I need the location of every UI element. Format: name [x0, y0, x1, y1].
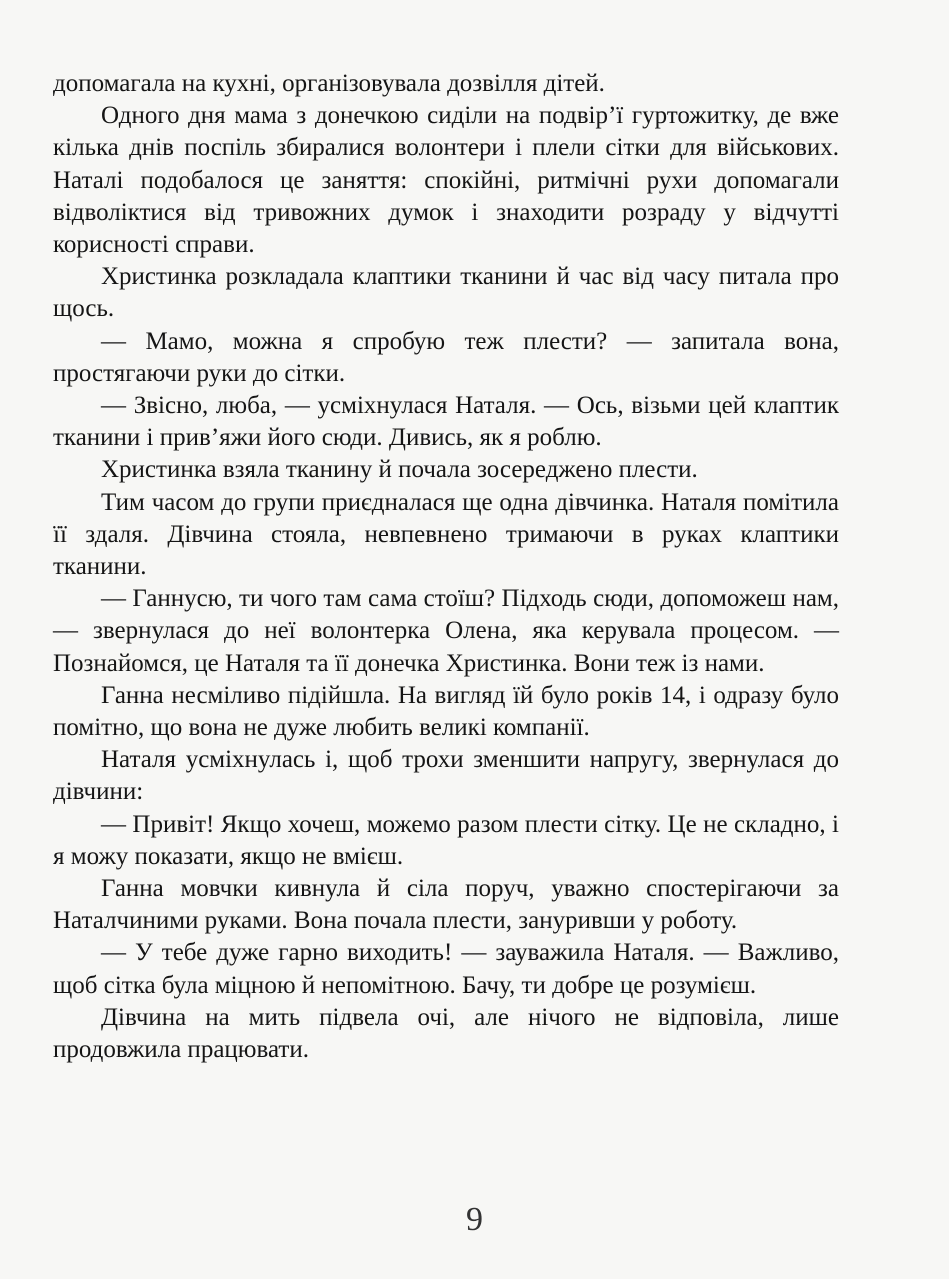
paragraph-3: Христинка розкладала клаптики тканини й час від часу питала про щось. [53, 263, 839, 323]
paragraph-4: — Мамо, можна я спробую теж плести? — запитала вона, простягаючи руки до сітки. [53, 327, 839, 387]
paragraph-5: — Звісно, люба, — усміхнулася Наталя. — Ось, візьми цей клаптик тканини і прив’яжи його сюди. Дивись, як я роблю. [53, 392, 839, 452]
paragraph-7: Тим часом до групи приєдналася ще одна дівчинка. Наталя помітила її здаля. Дівчина стояла, невпевнено тримаючи в руках клаптики тканини. [53, 488, 839, 581]
paragraph-9: Ганна несміливо підійшла. На вигляд їй було років 14, і одразу було помітно, що вона не дуже любить великі компанії. [53, 681, 839, 742]
paragraph-12: Ганна мовчки кивнула й сіла поруч, уважно спостерігаючи за Наталчиними руками. Вона почала плести, зануривши у роботу. [53, 875, 839, 935]
paragraph-6: Христинка взяла тканину й почала зосереджено плести. [101, 456, 698, 484]
paragraph-11: — Привіт! Якщо хочеш, можемо разом плести сітку. Це не складно, і я можу показати, якщо не вмієш. [53, 810, 839, 870]
paragraph-2: Одного дня мама з донечкою сиділи на подвір’ї гуртожитку, де вже кілька днів поспіль збиралися волонтери і плели сітки для військових. Наталі подобалося це заняття: спокійні, ритмічні рухи допомагали відволіктися від тривожних думок і знаходити розраду у відчутті корисності справи. [53, 102, 839, 259]
page-number: 9 [466, 1201, 483, 1238]
body-text [53, 68, 839, 1066]
paragraph-13: — У тебе дуже гарно виходить! — зауважила Наталя. — Важливо, щоб сітка була міцною й непомітною. Бачу, ти добре це розумієш. [53, 939, 839, 999]
paragraph-1: допомагала на кухні, організовувала дозвілля дітей. [53, 70, 605, 97]
paragraph-8: — Ганнусю, ти чого там сама стоїш? Підходь сюди, допоможеш нам, — звернулася до неї волонтерка Олена, яка керувала процесом. — Познайомся, це Наталя та її донечка Христинка. Вони теж із нами. [53, 585, 839, 677]
paragraph-10: Наталя усміхнулась і, щоб трохи зменшити напругу, звернулася до дівчини: [53, 746, 839, 806]
paragraph-14: Дівчина на мить підвела очі, але нічого не відповіла, лише продовжила працювати. [53, 1003, 839, 1064]
